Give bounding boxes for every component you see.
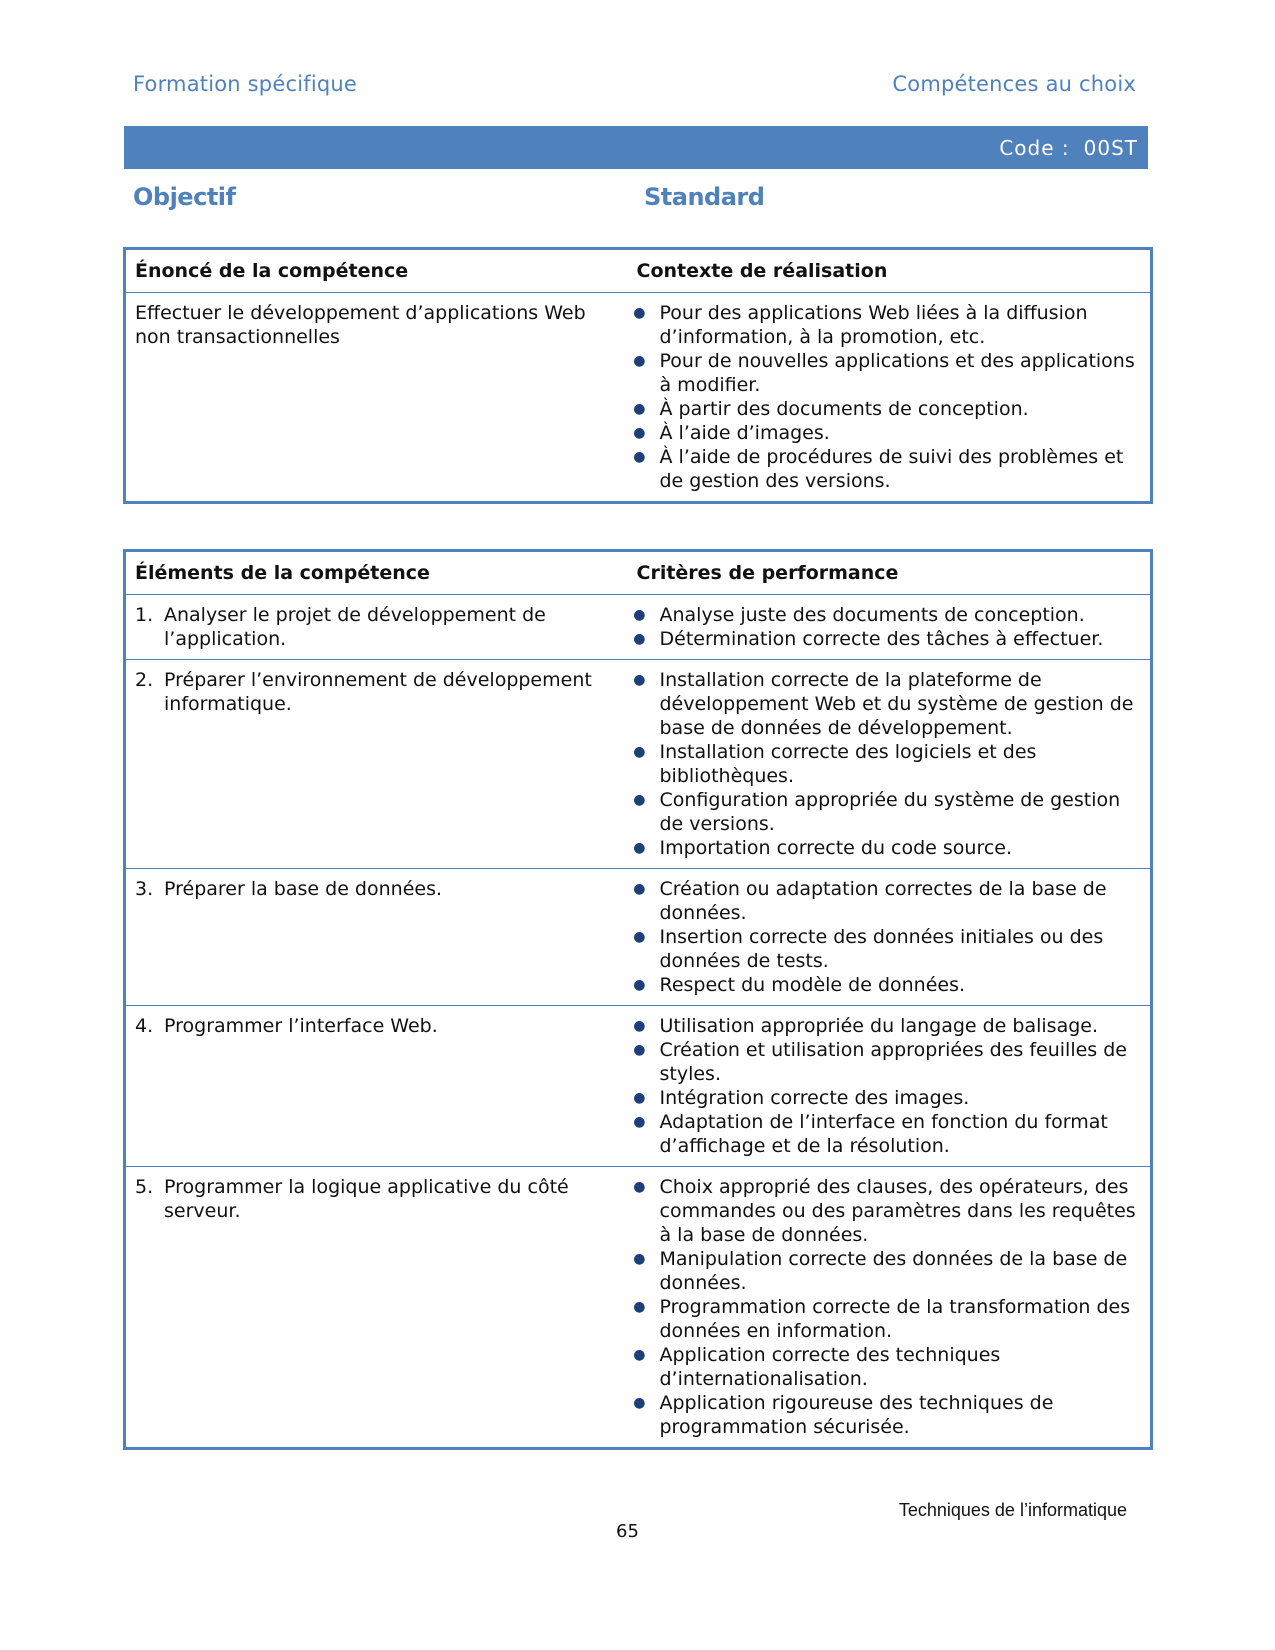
list-item: ● À l’aide d’images. xyxy=(624,421,1143,445)
header-contexte: Contexte de réalisation xyxy=(624,249,1152,293)
header-criteres: Critères de performance xyxy=(624,551,1152,595)
element-text: Programmer la logique applicative du côté serveur. xyxy=(164,1176,569,1222)
element-cell xyxy=(125,595,624,660)
bullet-icon: ● xyxy=(633,425,646,441)
item-number: 2. xyxy=(135,669,154,691)
list-item: ● Application rigoureuse des techniques de programmation sécurisée. xyxy=(624,1391,1143,1439)
list-item: ● À l’aide de procédures de suivi des problèmes et de gestion des versions. xyxy=(624,445,1143,493)
list-item: ● Installation correcte des logiciels et des bibliothèques. xyxy=(624,740,1143,788)
table-header-row xyxy=(125,249,1152,293)
table-row xyxy=(125,293,1152,503)
code-label: Code : xyxy=(999,135,1070,160)
header-enonce: Énoncé de la compétence xyxy=(125,249,624,293)
list-item: ● Pour de nouvelles applications et des applications à modifier. xyxy=(624,349,1143,397)
element-cell xyxy=(125,660,624,869)
criteres-cell xyxy=(624,1006,1152,1167)
element-text: Préparer l’environnement de développement informatique. xyxy=(164,669,592,715)
list-item: ● Détermination correcte des tâches à effectuer. xyxy=(624,627,1143,651)
item-number: 1. xyxy=(135,604,154,626)
header-elements: Éléments de la compétence xyxy=(125,551,624,595)
list-item: ● Insertion correcte des données initiales ou des données de tests. xyxy=(624,925,1143,973)
contexte-cell xyxy=(624,293,1152,503)
element-text: Analyser le projet de développement de l’application. xyxy=(164,604,546,650)
bullet-icon: ● xyxy=(633,792,646,808)
bullet-icon: ● xyxy=(633,1114,646,1130)
list-item: ● À partir des documents de conception. xyxy=(624,397,1143,421)
footer-program-name: Techniques de l’informatique xyxy=(898,1500,1127,1520)
bullet-icon: ● xyxy=(633,881,646,897)
section-title-standard: Standard xyxy=(644,183,765,211)
list-item: ● Utilisation appropriée du langage de balisage. xyxy=(624,1014,1143,1038)
bullet-icon: ● xyxy=(633,449,646,465)
bullet-icon: ● xyxy=(633,353,646,369)
list-item: ● Choix approprié des clauses, des opérateurs, des commandes ou des paramètres dans les requêtes à la base de données. xyxy=(624,1175,1143,1247)
header-formation-specifique: Formation spécifique xyxy=(133,72,358,96)
list-item: ● Programmation correcte de la transformation des données en information. xyxy=(624,1295,1143,1343)
element-cell xyxy=(125,1167,624,1449)
bullet-icon: ● xyxy=(633,977,646,993)
bullet-icon: ● xyxy=(633,1299,646,1315)
item-number: 5. xyxy=(135,1176,154,1198)
code-bar xyxy=(124,126,1148,169)
list-item: ● Intégration correcte des images. xyxy=(624,1086,1143,1110)
competence-statement-table xyxy=(123,247,1153,504)
bullet-icon: ● xyxy=(633,305,646,321)
page-number: 65 xyxy=(616,1521,639,1542)
element-cell xyxy=(125,1006,624,1167)
bullet-icon: ● xyxy=(633,1347,646,1363)
bullet-icon: ● xyxy=(633,672,646,688)
list-item: ● Installation correcte de la plateforme de développement Web et du système de gestion de base de données de développement. xyxy=(624,668,1143,740)
list-item: ● Respect du modèle de données. xyxy=(624,973,1143,997)
element-cell xyxy=(125,869,624,1006)
competence-elements-table xyxy=(123,549,1153,1450)
list-item: ● Manipulation correcte des données de la base de données. xyxy=(624,1247,1143,1295)
criteres-cell xyxy=(624,660,1152,869)
list-item: ● Application correcte des techniques d’internationalisation. xyxy=(624,1343,1143,1391)
bullet-icon: ● xyxy=(633,840,646,856)
bullet-icon: ● xyxy=(633,1179,646,1195)
bullet-icon: ● xyxy=(633,1018,646,1034)
bullet-icon: ● xyxy=(633,929,646,945)
criteres-cell xyxy=(624,869,1152,1006)
list-item: ● Adaptation de l’interface en fonction du format d’affichage et de la résolution. xyxy=(624,1110,1143,1158)
list-item: ● Création et utilisation appropriées des feuilles de styles. xyxy=(624,1038,1143,1086)
bullet-icon: ● xyxy=(633,401,646,417)
table-row xyxy=(125,1167,1152,1449)
bullet-icon: ● xyxy=(633,631,646,647)
bullet-icon: ● xyxy=(633,1090,646,1106)
bullet-icon: ● xyxy=(633,744,646,760)
list-item: ● Importation correcte du code source. xyxy=(624,836,1143,860)
list-item: ● Configuration appropriée du système de gestion de versions. xyxy=(624,788,1143,836)
element-text: Préparer la base de données. xyxy=(164,878,443,900)
bullet-icon: ● xyxy=(633,1251,646,1267)
item-number: 3. xyxy=(135,878,154,900)
criteres-cell xyxy=(624,595,1152,660)
bullet-icon: ● xyxy=(633,1042,646,1058)
item-number: 4. xyxy=(135,1015,154,1037)
contexte-list xyxy=(624,293,1151,501)
list-item: ● Analyse juste des documents de conception. xyxy=(624,603,1143,627)
enonce-cell xyxy=(125,293,624,503)
list-item: ● Pour des applications Web liées à la diffusion d’information, à la promotion, etc. xyxy=(624,301,1143,349)
section-title-objectif: Objectif xyxy=(133,183,236,211)
enonce-text: Effectuer le développement d’applications Web non transactionnelles xyxy=(135,302,586,348)
bullet-icon: ● xyxy=(633,1395,646,1411)
code-value: 00ST xyxy=(1083,135,1138,160)
bullet-icon: ● xyxy=(633,607,646,623)
element-text: Programmer l’interface Web. xyxy=(164,1015,438,1037)
table-row xyxy=(125,660,1152,869)
header-competences-au-choix: Compétences au choix xyxy=(892,72,1136,96)
table-header-row xyxy=(125,551,1152,595)
list-item: ● Création ou adaptation correctes de la base de données. xyxy=(624,877,1143,925)
table-row xyxy=(125,869,1152,1006)
criteres-cell xyxy=(624,1167,1152,1449)
table-row xyxy=(125,595,1152,660)
table-row xyxy=(125,1006,1152,1167)
